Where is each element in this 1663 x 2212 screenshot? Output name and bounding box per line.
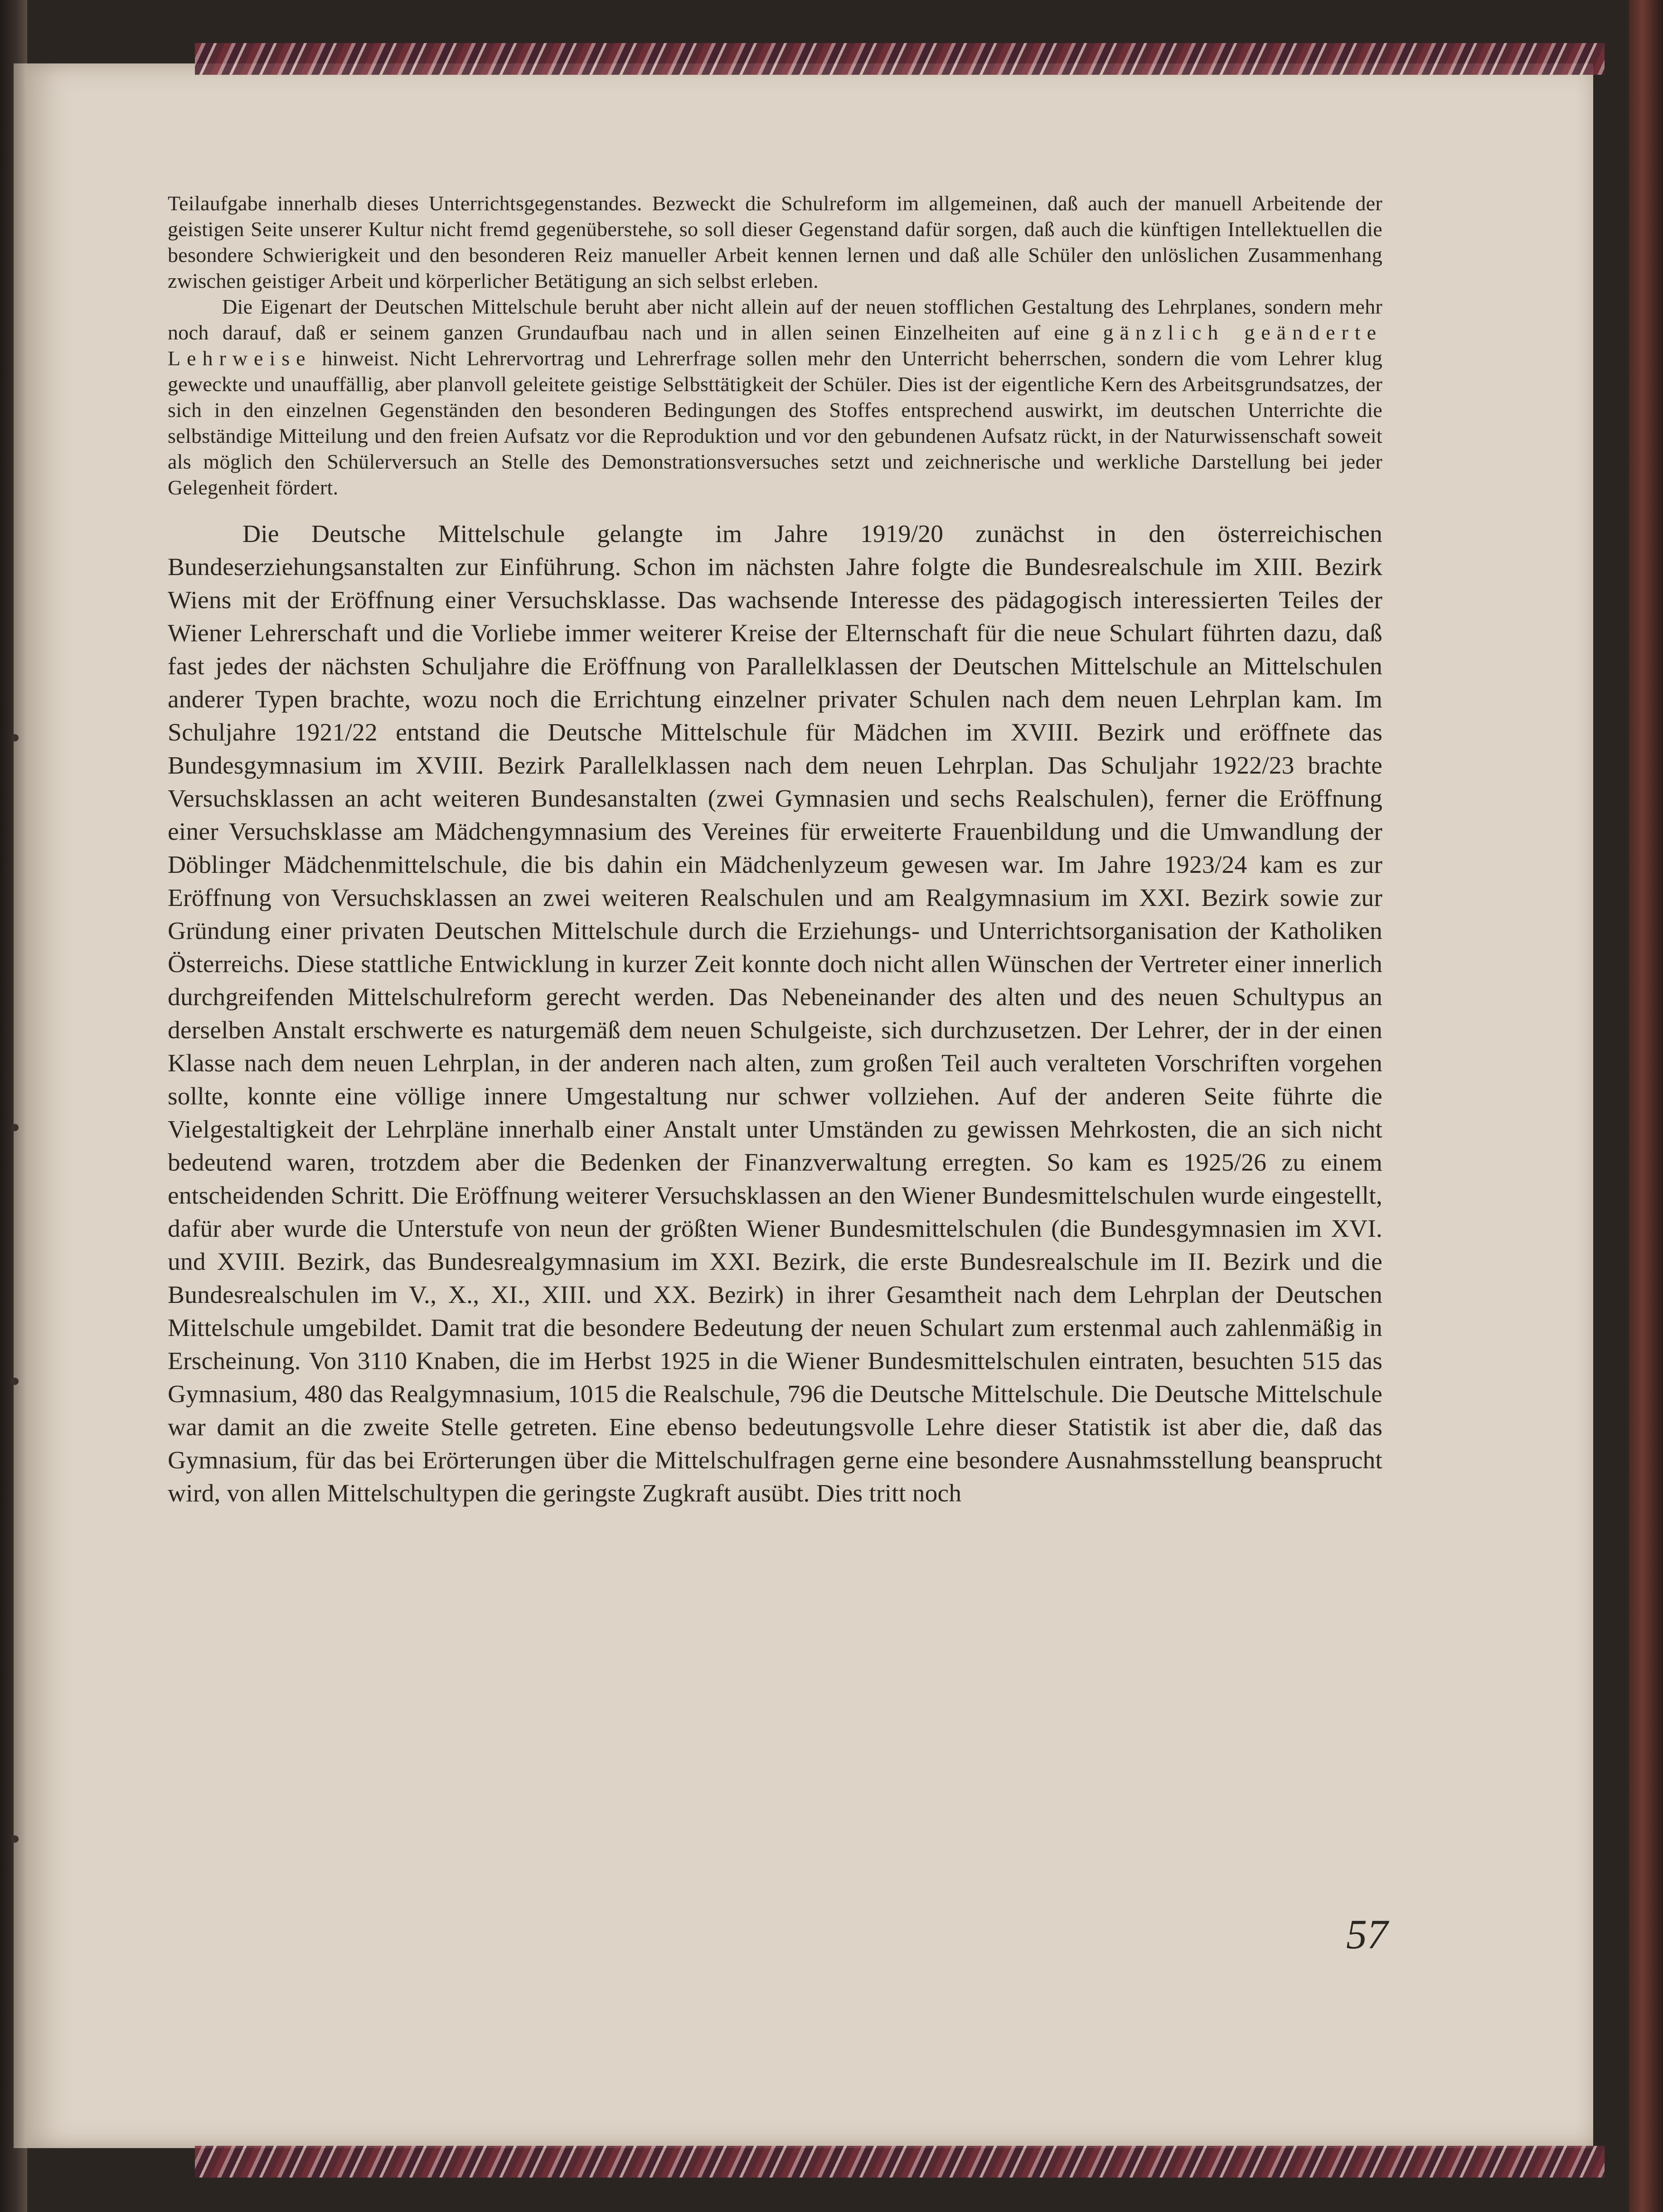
paragraph-eigenart-start: Die Eigenart der Deutschen Mittelschule beruht aber nicht allein auf der neuen stofflichen Gestaltung des Lehrplanes, sondern mehr noch darauf, daß er seinem ganzen Grundaufbau nach und in allen seinen Einzelheiten auf eine [168,295,1382,344]
binding-thread-mark [11,1835,19,1843]
binding-thread-mark [11,734,19,741]
binding-thread-mark [11,1124,19,1131]
binding-thread-mark [11,1378,19,1385]
paragraph-eigenart [168,294,1382,500]
paragraph-eigenart-end: hinweist. Nicht Lehrervortrag und Lehrerfrage sollen mehr den Unterricht beherrschen, sondern die vom Lehrer klug geweckte und unauffällig, aber planvoll geleitete geistige Selbsttätigkeit der Schüler. Dies ist der eigentliche Kern des Arbeitsgrundsatzes, der sich in den einzelnen Gegenständen den besonderen Bedingungen des Stoffes entsprechend auswirkt, im deutschen Unterrichte die selbständige Mitteilung und den freien Aufsatz vor die Reproduktion und vor den gebundenen Aufsatz rückt, in der Naturwissenschaft soweit als möglich den Schülerversuch an Stelle des Demonstrationsversuches setzt und zeichnerische und werkliche Darstellung bei jeder Gelegenheit fördert. [168,347,1382,499]
main-text-block [168,190,1382,1510]
marbled-edge-bottom [195,2146,1605,2178]
marbled-edge-top [195,43,1605,75]
paragraph-continuation: Teilaufgabe innerhalb dieses Unterrichtsgegenstandes. Bezweckt die Schulreform im allgemeinen, daß auch der manuell Arbeitende der geistigen Seite unserer Kultur nicht fremd gegenüberstehe, so soll dieser Gegenstand dafür sorgen, daß auch die künftigen Intellektuellen die besondere Schwierigkeit und den besonderen Reiz manueller Arbeit kennen lernen und daß alle Schüler den unlöslichen Zusammenhang zwischen geistiger Arbeit und körperlicher Betätigung an sich selbst erleben. [168,192,1382,292]
page-number: 57 [1346,1911,1388,1957]
spaced-emphasis: gänzlich geänderte Lehrweise [168,321,1382,370]
paragraph-history: Die Deutsche Mittelschule gelangte im Jahre 1919/20 zunächst in den österreichischen Bundeserziehungsanstalten zur Einführung. Schon im nächsten Jahre folgte die Bundesrealschule im XIII. Bezirk Wiens mit der Eröffnung einer Versuchsklasse. Das wachsende Interesse des pädagogisch interessierten Teiles der Wiener Lehrerschaft und die Vorliebe immer weiterer Kreise der Elternschaft für die neue Schulart führten dazu, daß fast jedes der nächsten Schuljahre die Eröffnung von Parallelklassen der Deutschen Mittelschule an Mittelschulen anderer Typen brachte, wozu noch die Errichtung einzelner privater Schulen nach dem neuen Lehrplan kam. Im Schuljahre 1921/22 entstand die Deutsche Mittelschule für Mädchen im XVIII. Bezirk und eröffnete das Bundesgymnasium im XVIII. Bezirk Parallelklassen nach dem neuen Lehrplan. Das Schuljahr 1922/23 brachte Versuchsklassen an acht weiteren Bundesanstalten (zwei Gymnasien und sechs Realschulen), ferner die Eröffnung einer Versuchsklasse am Mädchengymnasium des Vereines für erweiterte Frauenbildung und die Umwandlung der Döblinger Mädchenmittelschule, die bis dahin ein Mädchenlyzeum gewesen war. Im Jahre 1923/24 kam es zur Eröffnung von Versuchsklassen an zwei weiteren Realschulen und am Realgymnasium im XXI. Bezirk sowie zur Gründung einer privaten Deutschen Mittelschule durch die Erziehungs- und Unterrichtsorganisation der Katholiken Österreichs. Diese stattliche Entwicklung in kurzer Zeit konnte doch nicht allen Wünschen der Vertreter einer innerlich durchgreifenden Mittelschulreform gerecht werden. Das Nebeneinander des alten und des neuen Schultypus an derselben Anstalt erschwerte es naturgemäß dem neuen Schulgeiste, sich durchzusetzen. Der Lehrer, der in der einen Klasse nach dem neuen Lehrplan, in der anderen nach alten, zum großen Teil auch veralteten Vorschriften vorgehen sollte, konnte eine völlige innere Umgestaltung nur schwer vollziehen. Auf der anderen Seite führte die Vielgestaltigkeit der Lehrpläne innerhalb einer Anstalt unter Umständen zu gewissen Mehrkosten, die an sich nicht bedeutend waren, trotzdem aber die Bedenken der Finanzverwaltung erregten. So kam es 1925/26 zu einem entscheidenden Schritt. Die Eröffnung weiterer Versuchsklassen an den Wiener Bundesmittelschulen wurde eingestellt, dafür aber wurde die Unterstufe von neun der größten Wiener Bundesmittelschulen (die Bundesgymnasien im XVI. und XVIII. Bezirk, das Bundesrealgymnasium im XXI. Bezirk, die erste Bundesrealschule im II. Bezirk und die Bundesrealschulen im V., X., XI., XIII. und XX. Bezirk) in ihrer Gesamtheit nach dem Lehrplan der Deutschen Mittelschule umgebildet. Damit trat die besondere Bedeutung der neuen Schulart zum erstenmal auch zahlenmäßig in Erscheinung. Von 3110 Knaben, die im Herbst 1925 in die Wiener Bundesmittelschulen eintraten, besuchten 515 das Gymnasium, 480 das Realgymnasium, 1015 die Realschule, 796 die Deutsche Mittelschule. Die Deutsche Mittelschule war damit an die zweite Stelle getreten. Eine ebenso bedeutungsvolle Lehre dieser Statistik ist aber die, daß das Gymnasium, für das bei Erörterungen über die Mittelschulfragen gerne eine besondere Ausnahmsstellung beansprucht wird, von allen Mittelschultypen die geringste Zugkraft ausübt. Dies tritt noch [168,520,1382,1507]
book-binding-right [1629,0,1663,2212]
